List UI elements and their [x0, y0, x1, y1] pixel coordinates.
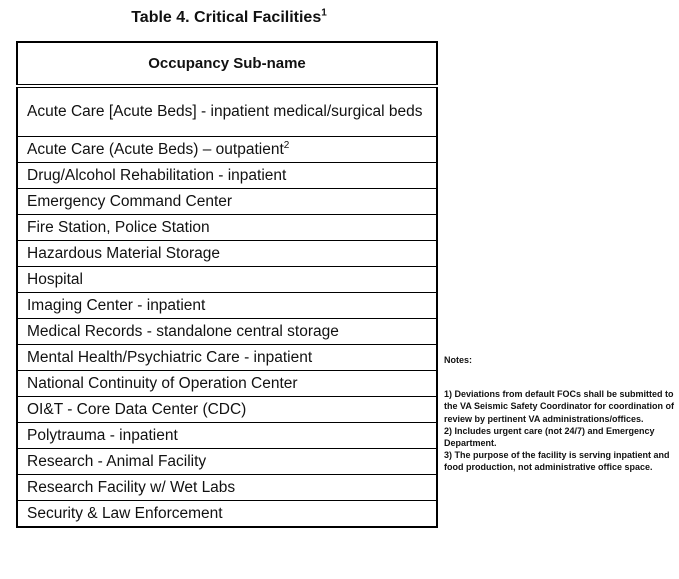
- table-cell: Drug/Alcohol Rehabilitation - inpatient: [17, 163, 437, 189]
- table-row: [17, 163, 437, 189]
- table-cell: Emergency Command Center: [17, 189, 437, 215]
- table-cell: Medical Records - standalone central storage: [17, 319, 437, 345]
- note-item: 3) The purpose of the facility is serving inpatient and food production, not administrative office space.: [444, 450, 670, 473]
- table-row: [17, 475, 437, 501]
- table-cell: OI&T - Core Data Center (CDC): [17, 397, 437, 423]
- title-footnote-mark: 1: [321, 7, 327, 19]
- table-cell: Acute Care [Acute Beds] - inpatient medical/surgical beds: [17, 86, 437, 137]
- table-cell: Hospital: [17, 267, 437, 293]
- table-row: [17, 241, 437, 267]
- table-header-row: [17, 42, 437, 86]
- table-cell: Mental Health/Psychiatric Care - inpatient: [17, 345, 437, 371]
- note-item: 2) Includes urgent care (not 24/7) and Emergency Department.: [444, 425, 655, 449]
- table-cell: Research Facility w/ Wet Labs: [17, 475, 437, 501]
- table-row: [17, 345, 437, 371]
- table-row: [17, 189, 437, 215]
- notes-heading: Notes:: [444, 355, 473, 365]
- table-cell: Fire Station, Police Station: [17, 215, 437, 241]
- table-row: [17, 137, 437, 163]
- table-cell: Imaging Center - inpatient: [17, 293, 437, 319]
- table-row: [17, 293, 437, 319]
- table-title: [0, 9, 458, 27]
- note-item: 1) Deviations from default FOCs shall be submitted to the VA Seismic Safety Coordinator for coordination of review by pertinent VA administrations/offices.: [444, 389, 675, 424]
- table-cell: [17, 137, 437, 163]
- table-cell: Hazardous Material Storage: [17, 241, 437, 267]
- notes-block: [444, 354, 676, 474]
- table-row: [17, 449, 437, 475]
- table-cell: Research - Animal Facility: [17, 449, 437, 475]
- table-row: [17, 397, 437, 423]
- table-row: [17, 423, 437, 449]
- row-footnote-mark: 2: [283, 139, 290, 151]
- table-row: [17, 215, 437, 241]
- table-title-text: Table 4. Critical Facilities: [131, 9, 322, 26]
- critical-facilities-table: [16, 41, 438, 528]
- table-row: [17, 501, 437, 528]
- table-row: [17, 86, 437, 137]
- table-row: [17, 319, 437, 345]
- table-cell: National Continuity of Operation Center: [17, 371, 437, 397]
- table-row: [17, 267, 437, 293]
- table-cell: Polytrauma - inpatient: [17, 423, 437, 449]
- column-header-occupancy-sub-name: Occupancy Sub-name: [17, 42, 437, 86]
- table-cell-text: Acute Care (Acute Beds) – outpatient: [27, 141, 284, 158]
- table-cell: Security & Law Enforcement: [17, 501, 437, 528]
- table-row: [17, 371, 437, 397]
